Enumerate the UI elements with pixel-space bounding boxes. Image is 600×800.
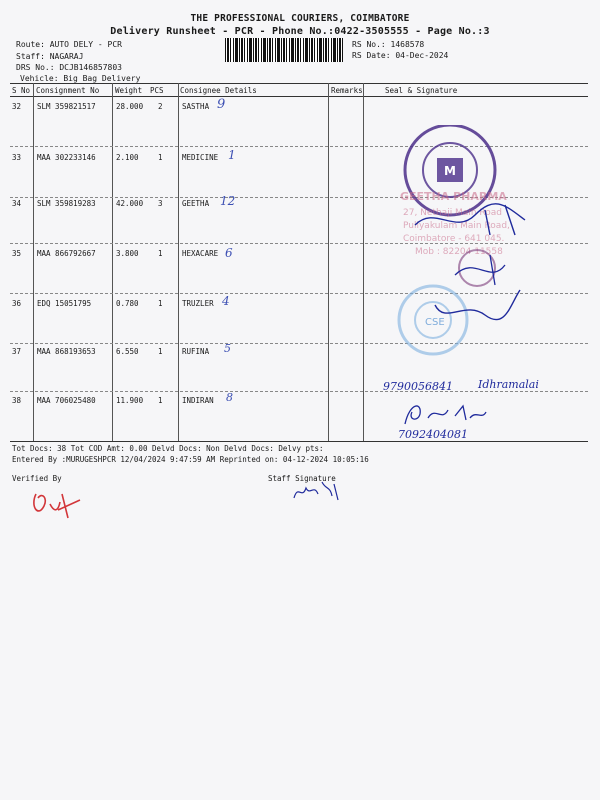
handwritten-place: Idhramalai: [478, 378, 539, 391]
totals-line: Tot Docs: 38 Tot COD Amt: 0.00 Delvd Docs: Non Delvd Docs: Delvy pts:: [12, 444, 324, 453]
handwritten-phone: 9790056841: [383, 380, 453, 393]
row-sno: 33: [12, 153, 22, 162]
row-pcs: 1: [158, 299, 163, 308]
verified-signature: [28, 484, 88, 524]
row-consignee: RUFINA: [182, 347, 210, 356]
barcode: [225, 38, 343, 62]
row-pcs: 1: [158, 396, 163, 405]
row-consignment: MAA 706025480: [37, 396, 96, 405]
row-sno: 36: [12, 299, 22, 308]
signature-scribble: [435, 290, 520, 320]
pharmacy-address-line: Puliyakulam Main Road,: [403, 221, 510, 231]
company-title: THE PROFESSIONAL COURIERS, COIMBATORE: [190, 13, 410, 24]
stamps-overlay: [395, 125, 595, 365]
row-handwritten-mark: 12: [220, 194, 236, 208]
rs-number: RS No.: 1468578: [352, 40, 425, 49]
row-consignee: HEXACARE: [182, 249, 219, 258]
row-handwritten-mark: 8: [226, 391, 233, 404]
table-row: [10, 391, 588, 441]
staff-label: Staff: NAGARAJ: [16, 52, 84, 61]
table-bottom-rule: [10, 441, 588, 442]
svg-text:M: M: [444, 164, 456, 178]
row-sno: 32: [12, 102, 22, 111]
row-sno: 34: [12, 199, 22, 208]
row-handwritten-mark: 4: [222, 294, 230, 308]
row-sno: 38: [12, 396, 22, 405]
table-top-rule: [10, 83, 588, 84]
row-consignee: GEETHA: [182, 199, 210, 208]
row-weight: 11.900: [116, 396, 144, 405]
pharmacy-name-stamp: GEETHA PHARMA: [400, 190, 507, 203]
row-handwritten-mark: 6: [225, 246, 233, 260]
recipient-signature: [400, 398, 490, 430]
row-consignee: MEDICINE: [182, 153, 219, 162]
row-consignee: INDIRAN: [182, 396, 214, 405]
row-consignment: MAA 866792667: [37, 249, 96, 258]
staff-signature: [290, 476, 350, 506]
row-pcs: 1: [158, 347, 163, 356]
row-consignee: TRUZLER: [182, 299, 214, 308]
vehicle-label: Vehicle: Big Bag Delivery: [20, 74, 141, 83]
entered-by-line: Entered By :MURUGESHPCR 12/04/2024 9:47:59 AM Reprinted on: 04-12-2024 10:05:16: [12, 455, 369, 464]
cse-stamp-text: CSE: [425, 317, 445, 328]
row-consignment: SLM 359819283: [37, 199, 96, 208]
row-handwritten-mark: 9: [217, 97, 226, 112]
pharmacy-mobile: Mob : 82204 11558: [415, 247, 503, 257]
col-remarks: Remarks: [331, 86, 363, 95]
row-consignment: SLM 359821517: [37, 102, 96, 111]
drs-number: DRS No.: DCJB146857803: [16, 63, 122, 72]
staff-signature-label: Staff Signature: [268, 474, 336, 483]
row-sno: 35: [12, 249, 22, 258]
row-handwritten-mark: 1: [228, 148, 236, 162]
row-weight: 42.000: [116, 199, 144, 208]
rs-date: RS Date: 04-Dec-2024: [352, 51, 449, 60]
row-consignment: MAA 302233146: [37, 153, 96, 162]
row-sno: 37: [12, 347, 22, 356]
row-pcs: 1: [158, 249, 163, 258]
pharmacy-address-line: Coimbatore - 641 045.: [403, 234, 505, 244]
pharmacy-address-line: 27, Nethaji Main Road: [403, 208, 502, 218]
col-pcs: PCS: [150, 86, 164, 95]
row-consignment: MAA 868193653: [37, 347, 96, 356]
col-seal: Seal & Signature: [385, 86, 458, 95]
runsheet-title: Delivery Runsheet - PCR - Phone No.:0422-3505555 - Page No.:3: [110, 26, 490, 37]
row-handwritten-mark: 5: [224, 342, 231, 355]
handwritten-phone: 7092404081: [398, 428, 468, 441]
col-weight: Weight: [115, 86, 143, 95]
route-label: Route: AUTO DELY - PCR: [16, 40, 122, 49]
signature-scribble: [455, 255, 505, 285]
cse-round-stamp: [399, 286, 467, 354]
row-pcs: 2: [158, 102, 163, 111]
row-weight: 3.800: [116, 249, 139, 258]
col-consignee: Consignee Details: [180, 86, 257, 95]
row-weight: 2.100: [116, 153, 139, 162]
row-consignment: EDQ 15051795: [37, 299, 92, 308]
row-weight: 6.550: [116, 347, 139, 356]
row-weight: 28.000: [116, 102, 144, 111]
verified-by-label: Verified By: [12, 474, 62, 483]
row-consignee: SASTHA: [182, 102, 210, 111]
col-sno: S No: [12, 86, 31, 95]
col-consignment: Consignment No: [36, 86, 100, 95]
row-weight: 0.780: [116, 299, 139, 308]
row-pcs: 3: [158, 199, 163, 208]
row-pcs: 1: [158, 153, 163, 162]
